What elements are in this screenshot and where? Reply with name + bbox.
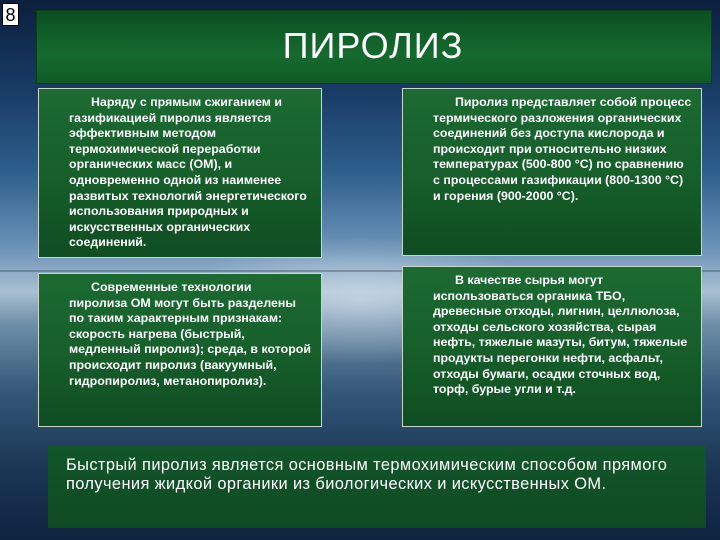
summary-box [48, 446, 706, 528]
text-box-bottom-right [402, 266, 702, 427]
text-box-top-right [402, 88, 702, 256]
text-box-top-left-text: Наряду с прямым сжиганием и газификацией пиролиз является эффективным методом термохимической переработки органических масс (ОМ), и одновременно одной из наименее развитых технологий энергетического использования природных и искусственных органических соединений. [69, 95, 307, 250]
text-box-bottom-left [38, 273, 322, 427]
text-box-bottom-right-text: В качестве сырья могут использоваться органика ТБО, древесные отходы, лигнин, целлюлоза, отходы сельского хозяйства, сырая нефть, тяжелые мазуты, битум, тяжелые продукты перегонки нефти, асфальт, отходы бумаги, осадки сточных вод, торф, бурые угли и т.д. [433, 273, 688, 397]
slide-title: ПИРОЛИЗ [282, 25, 464, 66]
text-box-top-right-text: Пиролиз представляет собой процесс термического разложения органических соединений без доступа кислорода и происходит при относительно низких температурах (500-800 °С) по сравнению с процессами газификации (800-1300 °С) и горения (900-2000 °С). [433, 95, 692, 203]
text-box-bottom-left-text: Современные технологии пиролиза ОМ могут быть разделены по таким характерным признакам: скорость нагрева (быстрый, медленный пиролиз); среда, в которой происходит пиролиз (вакуумный, гидропиролиз, метанопиролиз). [69, 280, 311, 388]
text-box-top-left [38, 88, 322, 258]
summary-text: Быстрый пиролиз является основным термохимическим способом прямого получения жидкой органики из биологических и искусственных ОМ. [66, 456, 668, 493]
slide-number: 8 [2, 3, 19, 26]
